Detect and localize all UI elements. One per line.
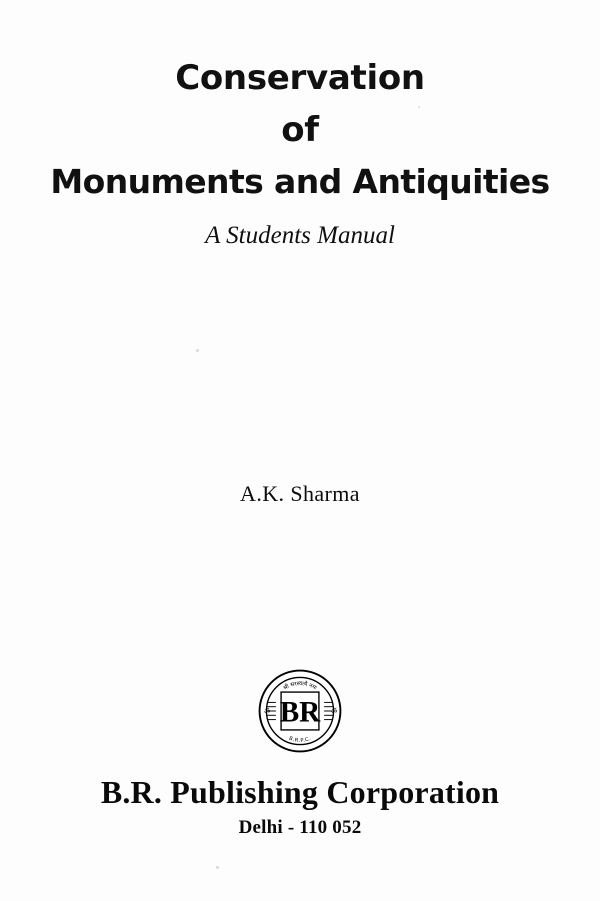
svg-text:ॐ: ॐ — [330, 707, 338, 716]
book-title-block — [0, 52, 600, 256]
book-title-line-1: Conservation — [175, 58, 425, 98]
svg-text:B.R.P.C.: B.R.P.C. — [287, 735, 313, 744]
scan-speckle — [196, 349, 199, 352]
publisher-logo-container — [0, 668, 600, 754]
svg-text:ॐ: ॐ — [263, 707, 271, 716]
brpc-publisher-seal-logo — [257, 668, 343, 754]
svg-text:BR: BR — [279, 696, 321, 729]
book-title-line-3: Monuments and Antiquities — [50, 162, 550, 201]
publisher-name: B.R. Publishing Corporation — [100, 774, 500, 810]
svg-text:श्री सरस्वत्यै नमः: श्री सरस्वत्यै नमः — [282, 681, 318, 692]
scan-speckle — [216, 866, 219, 869]
book-title-line-2: of — [281, 110, 319, 150]
book-subtitle: A Students Manual — [205, 222, 395, 249]
book-author: A.K. Sharma — [240, 481, 360, 506]
publisher-city: Delhi - 110 052 — [238, 817, 362, 838]
